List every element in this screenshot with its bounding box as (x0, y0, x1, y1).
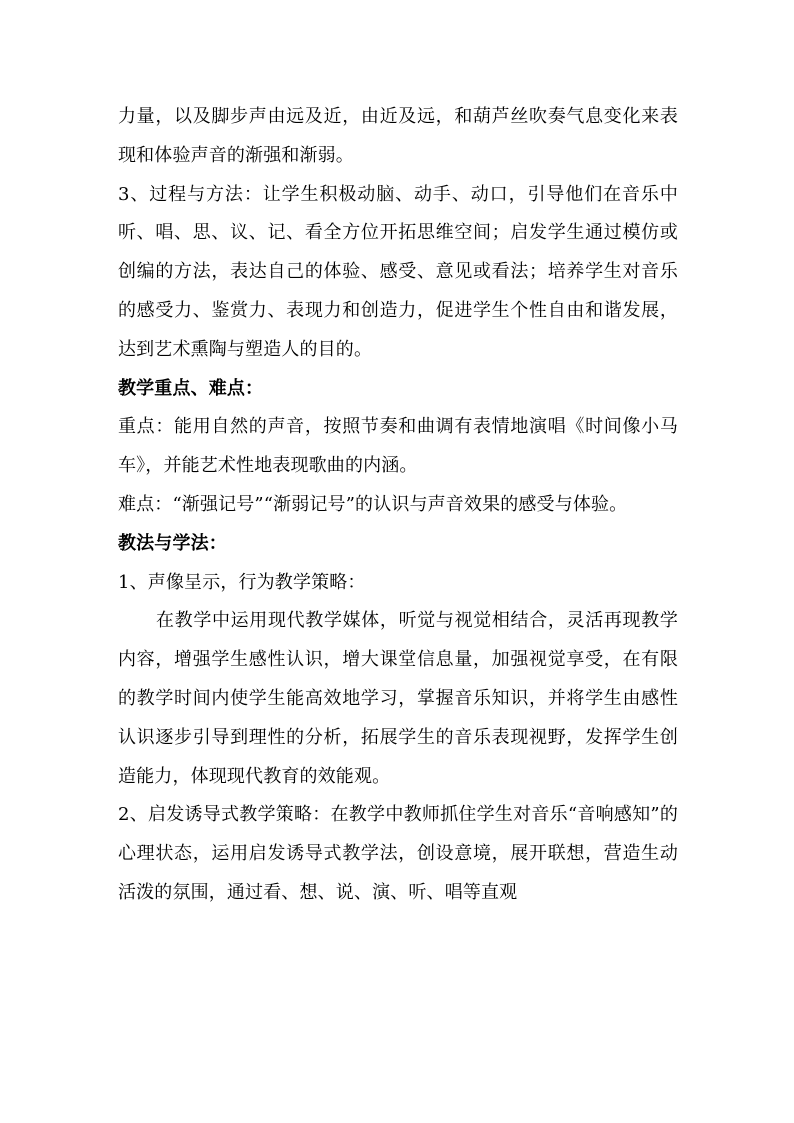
paragraph-strategy-2: 2、启发诱导式教学策略：在教学中教师抓住学生对音乐“音响感知”的心理状态，运用启发诱导式教学法，创设意境，展开联想，营造生动活泼的氛围，通过看、想、说、演、听、唱等直观 (118, 804, 678, 903)
heading-key-difficult: 教学重点、难点： (118, 377, 264, 399)
paragraph-key-point: 重点：能用自然的声音，按照节奏和曲调有表情地演唱《时间像小马车》，并能艺术性地表现歌曲的内涵。 (118, 416, 678, 477)
paragraph-process-method: 3、过程与方法：让学生积极动脑、动手、动口，引导他们在音乐中听、唱、思、议、记、看全方位开拓思维空间；启发学生通过模仿或创编的方法，表达自己的体验、感受、意见或看法；培养学生对音乐的感受力、鉴赏力、表现力和创造力，促进学生个性自由和谐发展，达到艺术熏陶与塑造人的目的。 (118, 183, 678, 360)
document-page (118, 98, 678, 913)
paragraph-difficult-point: 难点：“渐强记号”“渐弱记号”的认识与声音效果的感受与体验。 (118, 493, 628, 515)
paragraph-strategy-1-title: 1、声像呈示，行为教学策略： (118, 571, 366, 593)
paragraph-continuation: 力量，以及脚步声由远及近，由近及远，和葫芦丝吹奏气息变化来表现和体验声音的渐强和渐弱。 (118, 106, 678, 166)
heading-methods: 教法与学法： (118, 532, 227, 554)
paragraph-strategy-1-body: 在教学中运用现代教学媒体，听觉与视觉相结合，灵活再现教学内容，增强学生感性认识，增大课堂信息量，加强视觉享受，在有限的教学时间内使学生能高效地学习，掌握音乐知识，并将学生由感性认识逐步引导到理性的分析，拓展学生的音乐表现视野，发挥学生创造能力，体现现代教育的效能观。 (118, 610, 678, 787)
